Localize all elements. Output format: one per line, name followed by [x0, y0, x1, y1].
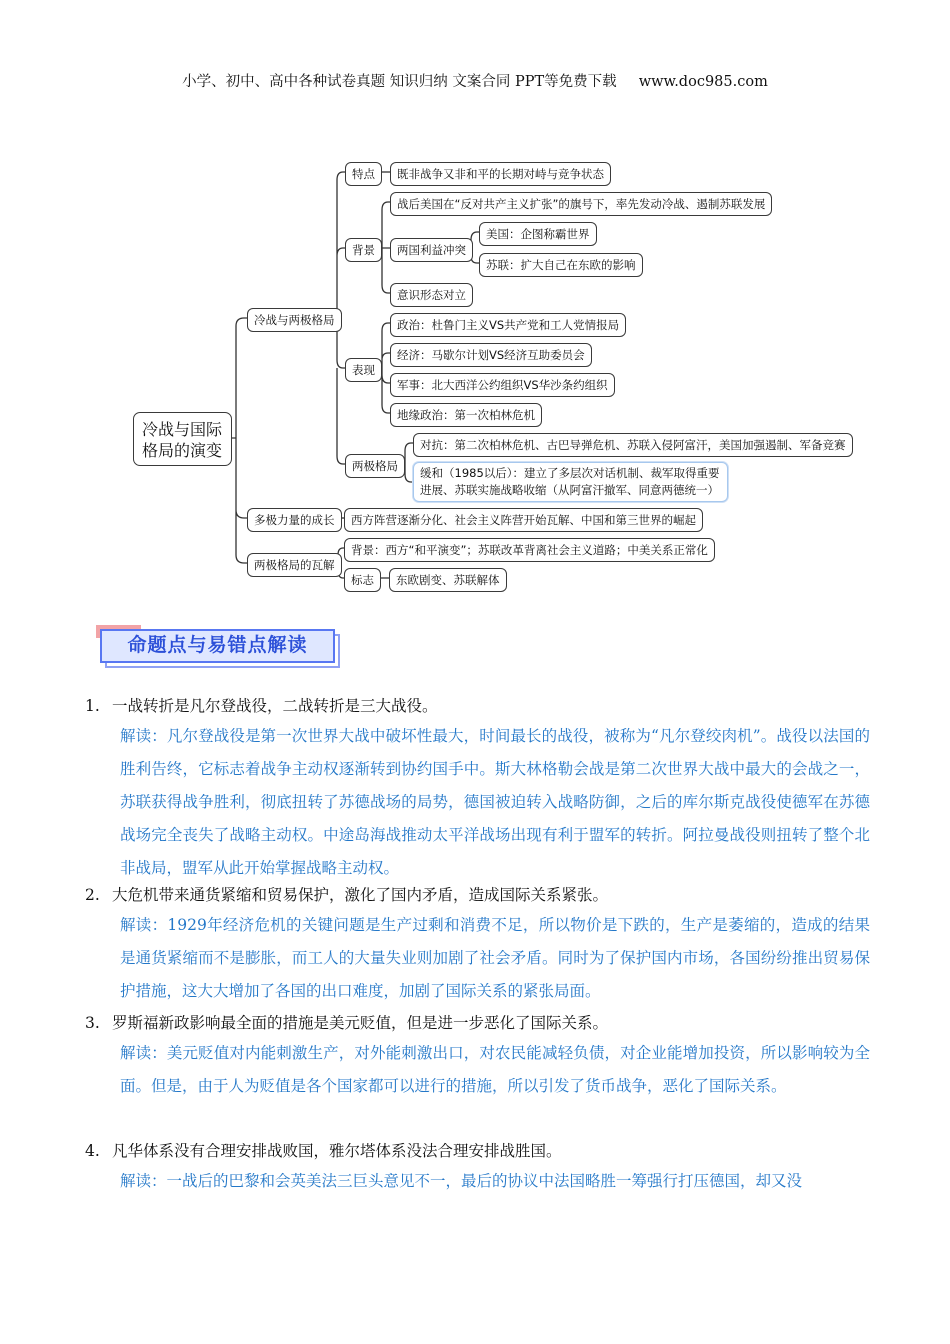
leaf-manifest-military-text: 军事：北大西洋公约组织VS华沙条约组织	[397, 378, 608, 392]
sub-bipolar	[345, 454, 405, 478]
leaf-background-2	[390, 238, 473, 262]
leaf-manifest-economy-text: 经济：马歇尔计划VS经济互助委员会	[397, 348, 585, 362]
qa-item-4	[85, 1137, 870, 1198]
answer-2: 解读：1929年经济危机的关键问题是生产过剩和消费不足，所以物价是下跌的，生产是萎缩的，造成的结果是通货紧缩而不是膨胀，而工人的大量失业则加剧了社会矛盾。同时为了保护国内市场，各国纷纷推出贸易保护措施，这大大增加了各国的出口难度，加剧了国际关系的紧张局面。	[120, 916, 870, 1000]
sub-collapse-sign	[344, 568, 381, 592]
leaf-manifest-military	[390, 373, 615, 397]
leaf-interest-us-text: 美国：企图称霸世界	[486, 227, 590, 241]
leaf-interest-ussr	[479, 253, 643, 277]
answer-4: 解读：一战后的巴黎和会英美法三巨头意见不一，最后的协议中法国略胜一筹强行打压德国，却又没	[120, 1172, 803, 1190]
leaf-bipolar-detente	[413, 462, 728, 502]
branch-multipolar-label: 多极力量的成长	[254, 513, 335, 527]
leaf-collapse-sign	[389, 568, 507, 592]
question-1-number: 1.	[85, 697, 100, 715]
header-url[interactable]: www.doc985.com	[638, 74, 768, 90]
question-2-text: 大危机带来通货紧缩和贸易保护，激化了国内矛盾，造成国际关系紧张。	[112, 886, 609, 904]
sub-background-label: 背景	[352, 243, 375, 257]
qa-item-2	[85, 881, 870, 1008]
question-3	[85, 1009, 870, 1037]
section-banner	[96, 625, 336, 665]
sub-feature-label: 特点	[352, 167, 375, 181]
leaf-bipolar-confront	[413, 433, 853, 457]
leaf-background-2-text: 两国利益冲突	[397, 243, 466, 257]
leaf-manifest-geo	[390, 403, 542, 427]
question-1-text: 一战转折是凡尔登战役，二战转折是三大战役。	[112, 697, 438, 715]
sub-bipolar-label: 两极格局	[352, 459, 398, 473]
header-text: 小学、初中、高中各种试卷真题 知识归纳 文案合同 PPT等免费下载	[182, 74, 617, 90]
sub-collapse-sign-label: 标志	[351, 573, 374, 587]
leaf-manifest-geo-text: 地缘政治：第一次柏林危机	[397, 408, 535, 422]
leaf-manifest-economy	[390, 343, 592, 367]
question-4-number: 4.	[85, 1142, 100, 1160]
mindmap-root-label: 冷战与国际格局的演变	[142, 420, 223, 460]
leaf-background-1-text: 战后美国在“反对共产主义扩张”的旗号下，率先发动冷战、遏制苏联发展	[397, 197, 766, 211]
question-4	[85, 1137, 870, 1165]
leaf-multipolar-text: 西方阵营逐渐分化、社会主义阵营开始瓦解、中国和第三世界的崛起	[351, 513, 696, 527]
mindmap-root	[133, 412, 232, 466]
leaf-feature	[390, 162, 611, 186]
leaf-manifest-politics	[390, 313, 626, 337]
sub-manifest-label: 表现	[352, 363, 375, 377]
leaf-multipolar	[344, 508, 703, 532]
qa-item-3	[85, 1009, 870, 1103]
question-3-number: 3.	[85, 1014, 100, 1032]
connector-root	[232, 318, 247, 563]
question-2-number: 2.	[85, 886, 100, 904]
answer-1: 解读：凡尔登战役是第一次世界大战中破坏性最大，时间最长的战役，被称为“凡尔登绞肉机”。战役以法国的胜利告终，它标志着战争主动权逐渐转到协约国手中。斯大林格勒会战是第二次世界大战中最大的会战之一，苏联获得战争胜利，彻底扭转了苏德战场的局势，德国被迫转入战略防御，之后的库尔斯克战役使德军在苏德战场完全丧失了战略主动权。中途岛海战推动太平洋战场出现有利于盟军的转折。阿拉曼战役则扭转了整个北非战局，盟军从此开始掌握战略主动权。	[120, 727, 870, 877]
leaf-manifest-politics-text: 政治：杜鲁门主义VS共产党和工人党情报局	[397, 318, 620, 332]
sub-manifest	[345, 358, 382, 382]
leaf-interest-ussr-text: 苏联：扩大自己在东欧的影响	[486, 258, 636, 272]
leaf-bipolar-confront-text: 对抗：第二次柏林危机、古巴导弹危机、苏联入侵阿富汗，美国加强遏制、军备竞赛	[420, 438, 846, 452]
leaf-collapse-background	[344, 538, 715, 562]
question-4-text: 凡华体系没有合理安排战败国，雅尔塔体系没法合理安排战胜国。	[112, 1142, 562, 1160]
branch-cold-war	[247, 308, 342, 332]
leaf-collapse-sign-text: 东欧剧变、苏联解体	[396, 573, 500, 587]
section-title: 命题点与易错点解读	[127, 634, 308, 656]
leaf-background-3	[390, 283, 473, 307]
branch-collapse	[247, 553, 342, 577]
qa-item-1	[85, 692, 870, 885]
leaf-background-3-text: 意识形态对立	[397, 288, 466, 302]
branch-multipolar	[247, 508, 342, 532]
answer-3: 解读：美元贬值对内能刺激生产，对外能刺激出口，对农民能减轻负债，对企业能增加投资，所以影响较为全面。但是，由于人为贬值是各个国家都可以进行的措施，所以引发了货币战争，恶化了国际关系。	[120, 1044, 870, 1095]
branch-cold-war-label: 冷战与两极格局	[254, 313, 335, 327]
leaf-collapse-background-text: 背景：西方“和平演变”；苏联改革背离社会主义道路；中美关系正常化	[351, 543, 708, 557]
branch-collapse-label: 两极格局的瓦解	[254, 558, 335, 572]
leaf-feature-text: 既非战争又非和平的长期对峙与竞争状态	[397, 167, 604, 181]
leaf-interest-us	[479, 222, 597, 246]
sub-feature	[345, 162, 382, 186]
question-3-text: 罗斯福新政影响最全面的措施是美元贬值，但是进一步恶化了国际关系。	[112, 1014, 609, 1032]
question-2	[85, 881, 870, 909]
question-1	[85, 692, 870, 720]
leaf-bipolar-detente-text: 缓和（1985以后）：建立了多层次对话机制、裁军取得重要进展、苏联实施战略收缩（从阿富汗撤军、同意两德统一）	[420, 466, 720, 497]
leaf-background-1	[390, 192, 772, 216]
sub-background	[345, 238, 382, 262]
